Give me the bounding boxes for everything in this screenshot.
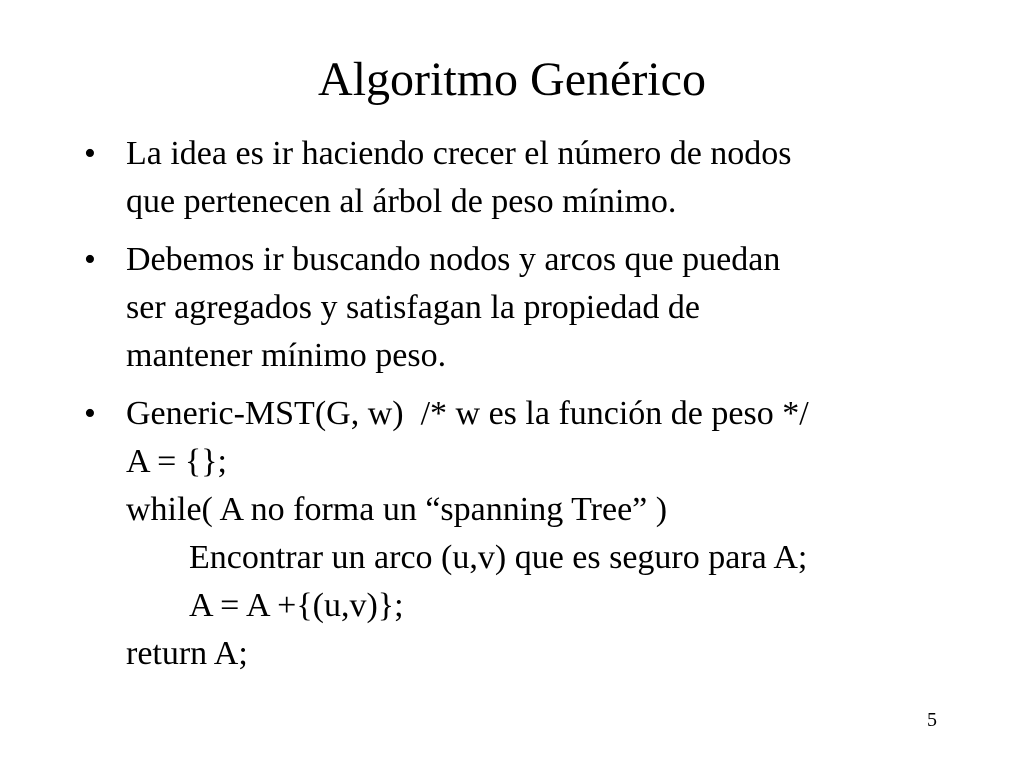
text-line: Debemos ir buscando nodos y arcos que puedan: [126, 241, 781, 278]
bullet-item-2: [0, 236, 1024, 380]
text-line: ser agregados y satisfagan la propiedad de: [126, 289, 700, 326]
code-block: [126, 390, 986, 678]
code-line: A = {};: [126, 443, 227, 480]
bullet-text: [126, 236, 986, 380]
code-line-indented: A = A +{(u,v)};: [189, 587, 404, 624]
code-line: Generic-MST(G, w) /* w es la función de peso */: [126, 395, 809, 432]
code-line: return A;: [126, 635, 248, 672]
bullet-text: [126, 130, 986, 226]
bullet-item-1: [0, 130, 1024, 226]
code-line-indented: Encontrar un arco (u,v) que es seguro para A;: [189, 539, 808, 576]
page-number: 5: [927, 709, 937, 731]
bullet-marker: •: [84, 135, 96, 172]
code-line: while( A no forma un “spanning Tree” ): [126, 491, 668, 528]
slide-title: Algoritmo Genérico: [318, 53, 706, 106]
bullet-marker: •: [84, 241, 96, 278]
bullet-marker: •: [84, 395, 96, 432]
text-line: La idea es ir haciendo crecer el número de nodos: [126, 135, 792, 172]
text-line: que pertenecen al árbol de peso mínimo.: [126, 183, 677, 220]
bullet-item-3: [0, 390, 1024, 678]
text-line: mantener mínimo peso.: [126, 337, 447, 374]
bullet-list: [0, 130, 1024, 688]
